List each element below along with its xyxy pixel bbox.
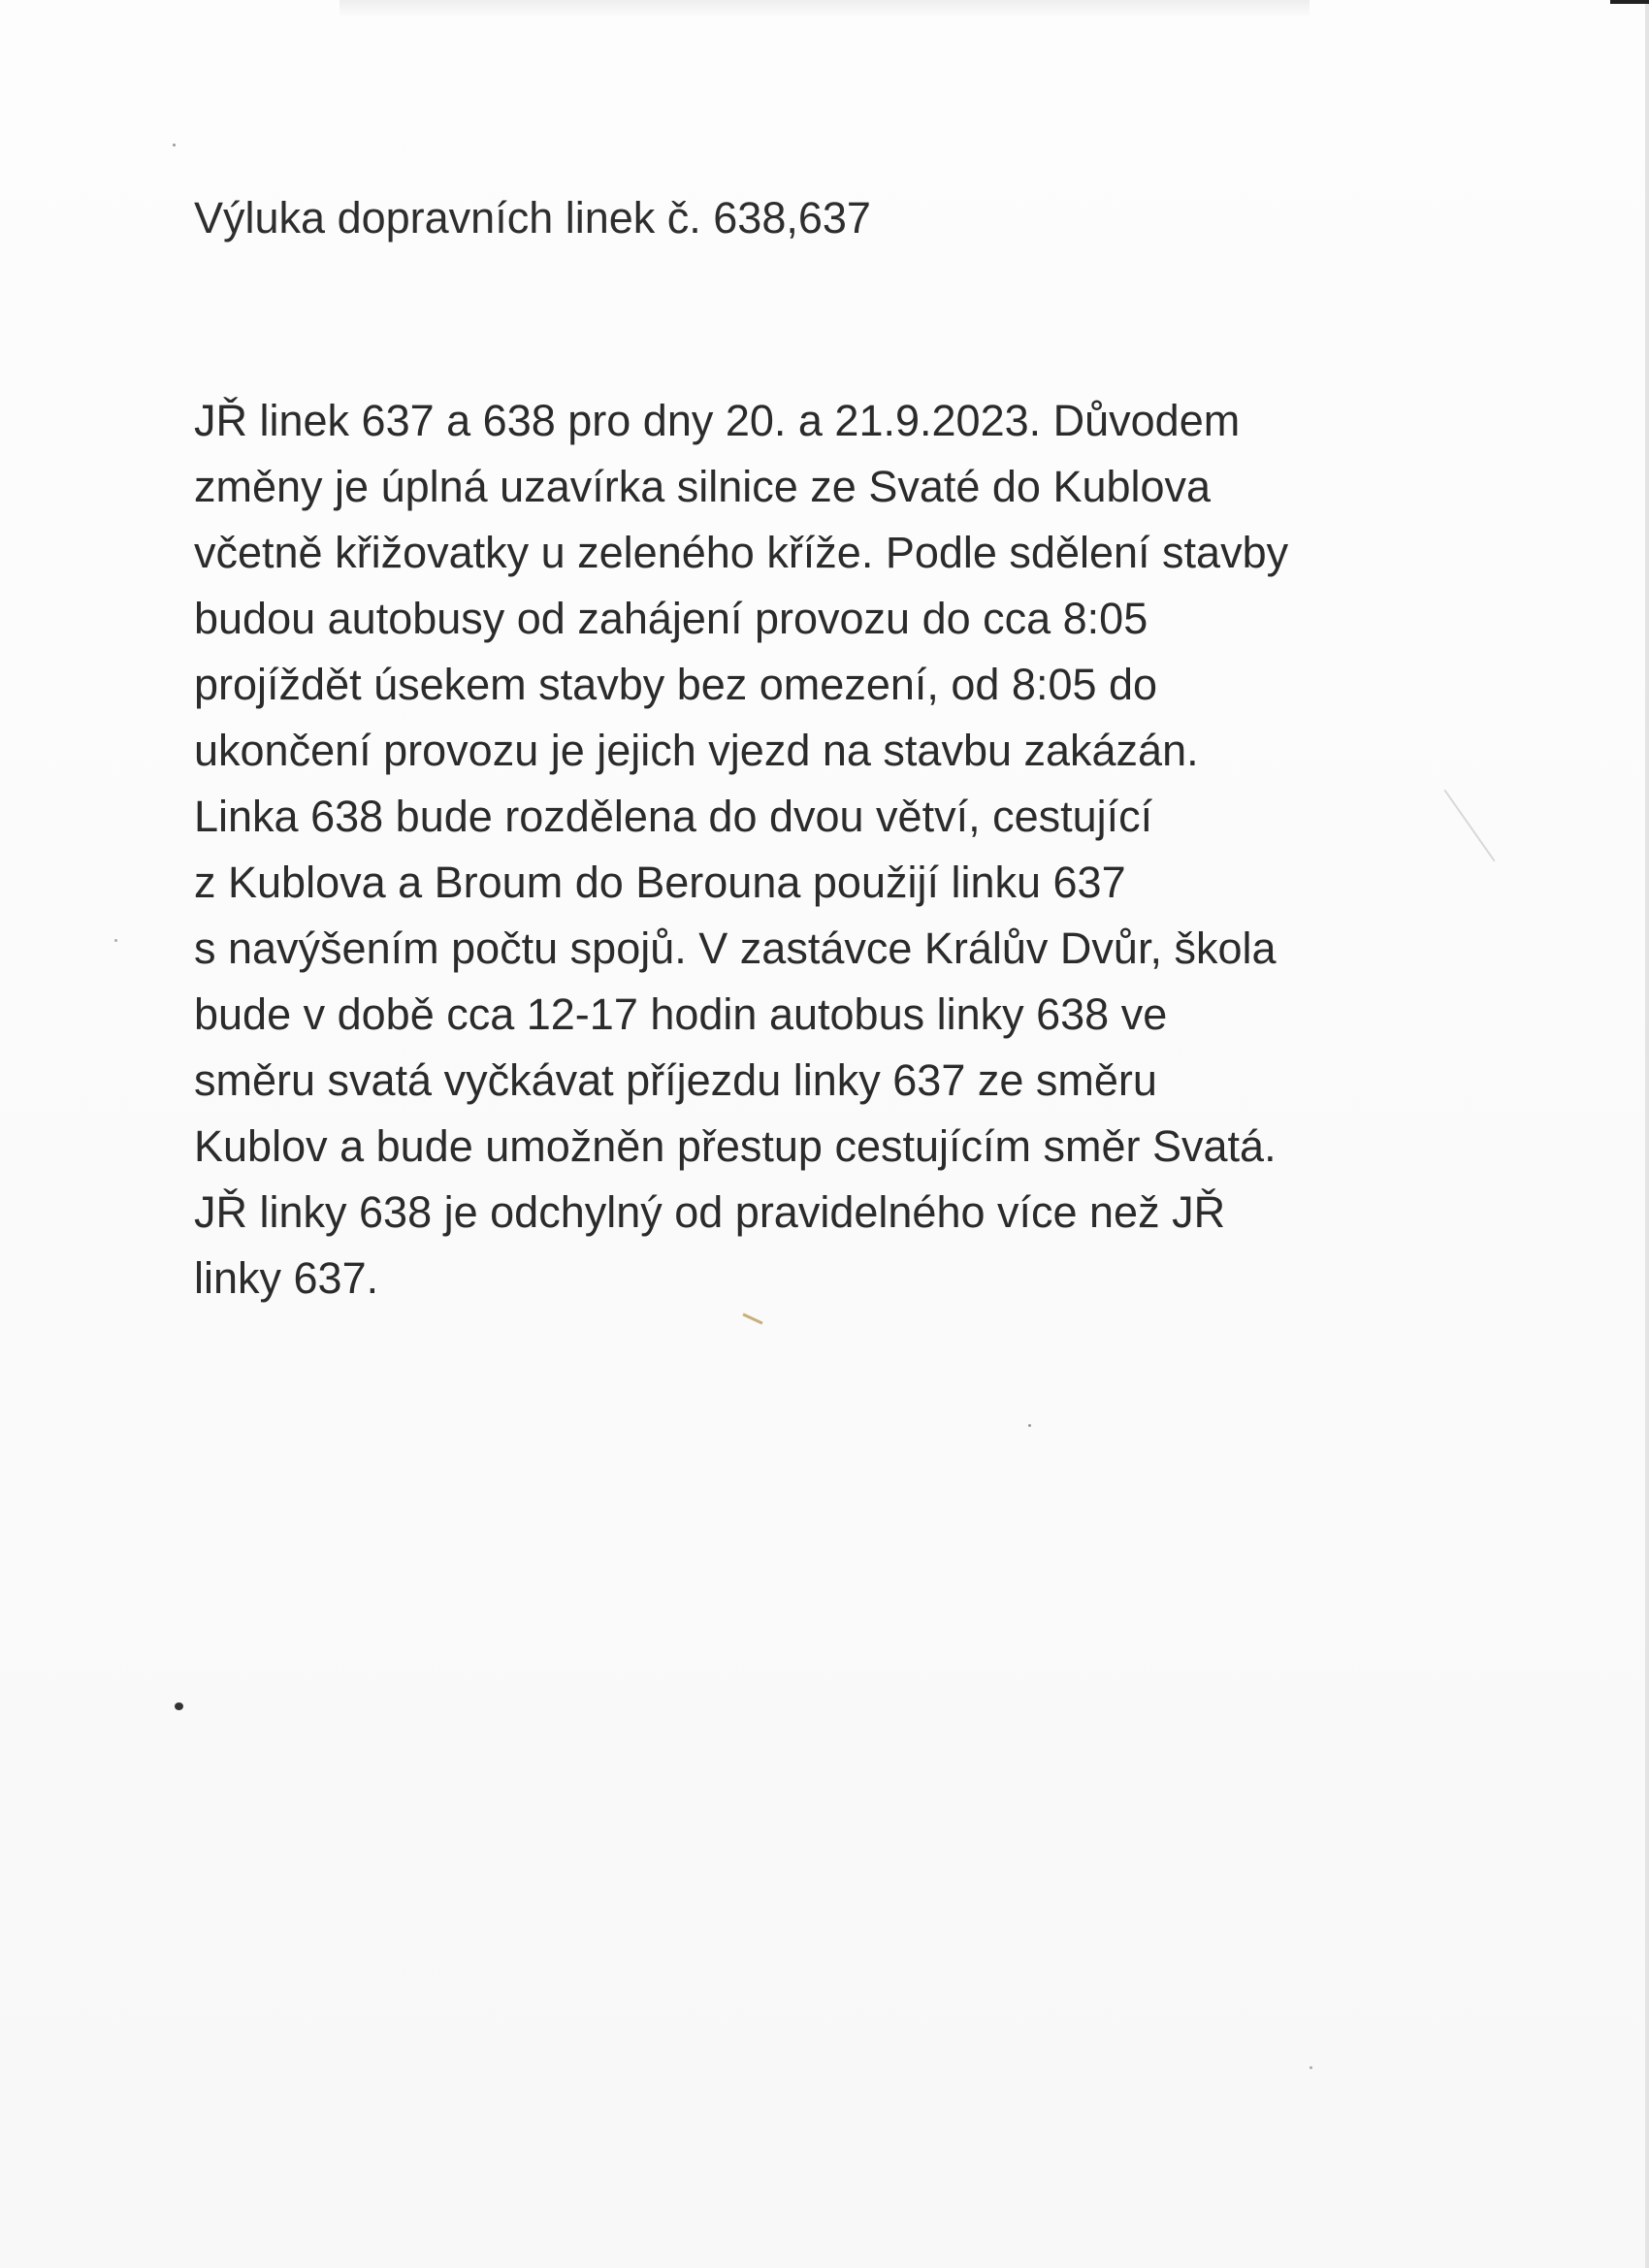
body-line: změny je úplná uzavírka silnice ze Svaté do Kublova [194, 462, 1212, 511]
dust-speck [114, 939, 117, 942]
body-line: JŘ linky 638 je odchylný od pravidelného více než JŘ [194, 1187, 1226, 1237]
dust-speck [1310, 2066, 1312, 2069]
body-line: směru svatá vyčkávat příjezdu linky 637 ze směru [194, 1055, 1157, 1105]
dust-speck [1028, 1424, 1031, 1427]
dust-speck [173, 144, 176, 146]
body-line: Kublov a bude umožněn přestup cestujícím směr Svatá. [194, 1121, 1277, 1171]
scan-shadow [340, 0, 1310, 17]
body-line: z Kublova a Broum do Berouna použijí linku 637 [194, 858, 1126, 907]
scan-edge-mark [1610, 0, 1649, 4]
body-line: s navýšením počtu spojů. V zastávce Králův Dvůr, škola [194, 923, 1277, 973]
stray-mark [742, 1312, 762, 1324]
body-line: projíždět úsekem stavby bez omezení, od 8:05 do [194, 660, 1158, 709]
body-line: ukončení provozu je jejich vjezd na stavbu zakázán. [194, 726, 1199, 775]
body-line: včetně křižovatky u zeleného kříže. Podle sdělení stavby [194, 528, 1289, 577]
body-line: Linka 638 bude rozdělena do dvou větví, cestující [194, 792, 1153, 841]
page-edge [1645, 0, 1649, 2268]
body-line: bude v době cca 12-17 hodin autobus linky 638 ve [194, 989, 1168, 1039]
body-line: linky 637. [194, 1253, 379, 1303]
ink-speck [175, 1702, 183, 1710]
document-title: Výluka dopravních linek č. 638,637 [194, 193, 871, 243]
body-line: budou autobusy od zahájení provozu do cca 8:05 [194, 594, 1148, 643]
body-line: JŘ linek 637 a 638 pro dny 20. a 21.9.2023. Důvodem [194, 396, 1241, 445]
document-body [194, 388, 1455, 1312]
